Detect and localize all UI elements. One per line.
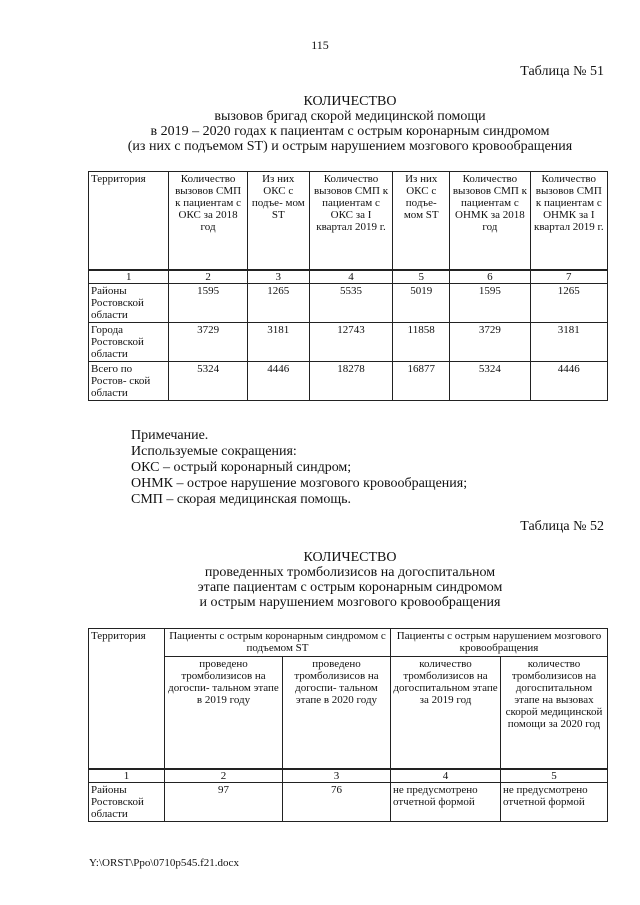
table-52-title	[60, 550, 640, 610]
col-number: 2	[169, 270, 247, 284]
header-cell: Из них ОКС с подъе- мом ST	[247, 172, 309, 270]
col-number: 1	[89, 769, 165, 783]
value-cell: 4446	[247, 361, 309, 400]
col-number: 4	[391, 769, 501, 783]
col-number: 4	[309, 270, 392, 284]
col-number: 3	[283, 769, 391, 783]
col-number: 3	[247, 270, 309, 284]
subheader-cell: проведено тромболизисов на догоспи- тальном этапе в 2019 году	[165, 657, 283, 769]
col-number: 6	[450, 270, 530, 284]
table-51-number-row	[89, 270, 608, 284]
table-52	[88, 628, 608, 822]
value-cell: 12743	[309, 322, 392, 361]
table-51-title-line: (из них с подъемом ST) и острым нарушением мозгового кровообращения	[127, 139, 573, 154]
notes-subtitle: Используемые сокращения:	[131, 444, 297, 459]
table-51-title-line: в 2019 – 2020 годах к пациентам с острым коронарным синдромом	[150, 124, 550, 139]
table-51-label: Таблица № 51	[520, 64, 604, 79]
value-cell: 16877	[393, 361, 450, 400]
subheader-cell: количество тромболизисов на догоспитальном этапе за 2019 год	[391, 657, 501, 769]
header-cell: Количество вызовов СМП к пациентам с ОКС за 2018 год	[169, 172, 247, 270]
value-cell: 3729	[450, 322, 530, 361]
header-territory: Территория	[89, 172, 169, 270]
value-cell: 1595	[169, 283, 247, 322]
value-cell: 76	[283, 782, 391, 821]
territory-cell: Всего по Ростов- ской области	[89, 361, 169, 400]
notes-title: Примечание.	[131, 428, 209, 443]
table-row	[89, 782, 608, 821]
table-51-title	[60, 94, 640, 154]
value-cell: не предусмотрено отчетной формой	[391, 782, 501, 821]
table-52-group-header-row	[89, 629, 608, 657]
table-51-title-line: вызовов бригад скорой медицинской помощи	[214, 109, 486, 124]
value-cell: 1595	[450, 283, 530, 322]
header-cell: Количество вызовов СМП к пациентам с ОНМК за I квартал 2019 г.	[530, 172, 607, 270]
value-cell: не предусмотрено отчетной формой	[501, 782, 608, 821]
footer-file-path: Y:\ORST\Ppo\0710p545.f21.docx	[89, 857, 239, 869]
col-number: 2	[165, 769, 283, 783]
subheader-cell: проведено тромболизисов на догоспи- тальном этапе в 2020 году	[283, 657, 391, 769]
value-cell: 11858	[393, 322, 450, 361]
subheader-cell: количество тромболизисов на догоспитальном этапе на вызовах скорой медицинской помощи за 2020 год	[501, 657, 608, 769]
value-cell: 3181	[247, 322, 309, 361]
table-52-title-line: КОЛИЧЕСТВО	[303, 550, 397, 565]
notes	[131, 428, 467, 508]
table-52-number-row	[89, 769, 608, 783]
group-header-stroke: Пациенты с острым нарушением мозгового кровообращения	[391, 629, 608, 657]
header-territory: Территория	[89, 629, 165, 769]
value-cell: 1265	[530, 283, 607, 322]
value-cell: 5324	[450, 361, 530, 400]
value-cell: 3729	[169, 322, 247, 361]
note-item: ОКС – острый коронарный синдром;	[131, 460, 352, 475]
header-cell: Количество вызовов СМП к пациентам с ОКС за I квартал 2019 г.	[309, 172, 392, 270]
value-cell: 4446	[530, 361, 607, 400]
territory-cell: Районы Ростовской области	[89, 782, 165, 821]
table-row	[89, 322, 608, 361]
col-number: 1	[89, 270, 169, 284]
table-row	[89, 361, 608, 400]
table-52-title-line: и острым нарушением мозгового кровообращения	[199, 595, 501, 610]
note-item: СМП – скорая медицинская помощь.	[131, 492, 352, 507]
value-cell: 97	[165, 782, 283, 821]
table-51-title-line: КОЛИЧЕСТВО	[303, 94, 397, 109]
group-header-acs: Пациенты с острым коронарным синдромом с подъемом ST	[165, 629, 391, 657]
value-cell: 3181	[530, 322, 607, 361]
value-cell: 5324	[169, 361, 247, 400]
col-number: 5	[501, 769, 608, 783]
table-52-label: Таблица № 52	[520, 519, 604, 534]
header-cell: Из них ОКС с подъе- мом ST	[393, 172, 450, 270]
table-row	[89, 283, 608, 322]
page-number: 115	[311, 38, 329, 52]
territory-cell: Города Ростовской области	[89, 322, 169, 361]
header-cell: Количество вызовов СМП к пациентам с ОНМК за 2018 год	[450, 172, 530, 270]
territory-cell: Районы Ростовской области	[89, 283, 169, 322]
col-number: 5	[393, 270, 450, 284]
table-52-subheader-row	[89, 657, 608, 769]
value-cell: 18278	[309, 361, 392, 400]
table-52-title-line: этапе пациентам с острым коронарным синдромом	[197, 580, 503, 595]
table-51	[88, 171, 608, 401]
table-52-title-line: проведенных тромболизисов на догоспитальном	[204, 565, 496, 580]
value-cell: 5535	[309, 283, 392, 322]
note-item: ОНМК – острое нарушение мозгового кровообращения;	[131, 476, 468, 491]
value-cell: 5019	[393, 283, 450, 322]
col-number: 7	[530, 270, 607, 284]
table-51-header-row	[89, 172, 608, 270]
value-cell: 1265	[247, 283, 309, 322]
